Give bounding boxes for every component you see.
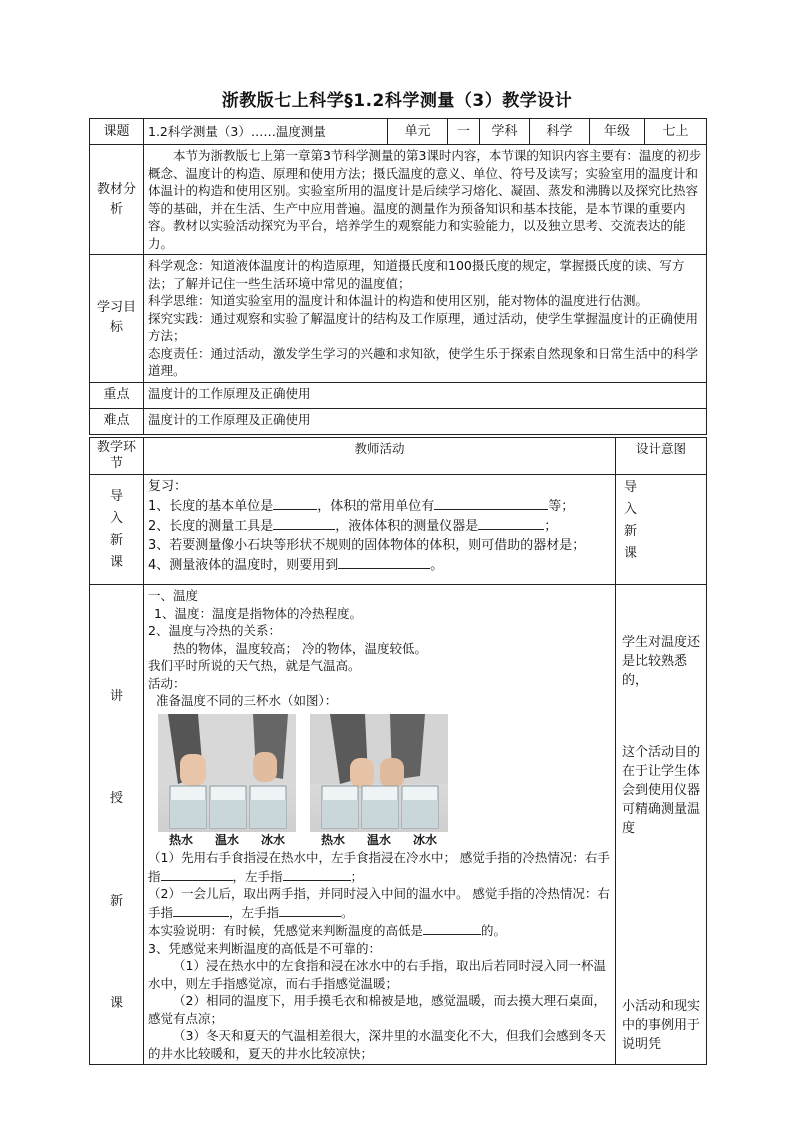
question-4: 4、测量液体的温度时，则要用到 。 [148, 555, 611, 575]
stage-char: 新 [109, 532, 123, 548]
goals-label: 学习目标 [90, 255, 144, 383]
teacher-header: 教师活动 [144, 438, 616, 475]
intent-note-2: 这个活动目的在于让学生体会到使用仪器可精确测量温度 [622, 745, 701, 836]
intro-stage [90, 475, 144, 585]
review-heading: 复习： [148, 479, 188, 494]
lecture-line: （1）浸在热水中的左食指和浸在冰水中的右手指，取出后若同时浸入同一杯温水中，则左手指感觉凉，而右手指感觉温暖； [148, 958, 606, 991]
lecture-line: （2）相同的温度下，用手摸毛衣和棉被是地，感觉温暖，而去摸大理石桌面，感觉有点凉； [148, 993, 606, 1026]
intro-intent [616, 475, 707, 585]
experiment-photos [158, 714, 611, 832]
lecture-line: 2、温度与冷热的关系： [148, 623, 281, 638]
intent-char: 课 [624, 546, 638, 561]
question-3: 3、若要测量像小石块等形状不规则的固体物体的体积，则可借助的器材是； [148, 538, 586, 553]
stage-char: 课 [109, 996, 123, 1011]
process-table [89, 437, 707, 1065]
stage-char: 讲 [109, 688, 123, 704]
goal-line: 探究实践：通过观察和实验了解温度计的结构及工作原理，通过活动，使学生掌握温度计的正确使用方法； [148, 310, 699, 343]
unit-value: 一 [448, 119, 480, 145]
intent-char: 导 [624, 480, 638, 495]
difficulty-text: 温度计的工作原理及正确使用 [144, 408, 707, 434]
stage-char: 入 [109, 510, 123, 526]
stage-char: 授 [109, 791, 123, 806]
lecture-line: 准备温度不同的三杯水（如图）： [156, 693, 338, 708]
goal-line: 态度责任：通过活动，激发学生学习的兴趣和求知欲，使学生乐于探索自然现象和日常生活中的科学道理。 [148, 345, 699, 378]
analysis-text [144, 145, 707, 255]
intent-header: 设计意图 [616, 438, 707, 475]
question-2: 2、长度的测量工具是 ，液体体积的测量仪器是 ； [148, 516, 611, 536]
topic-value: 1.2科学测量（3）……温度测量 [144, 119, 388, 145]
lecture-line: 热的物体，温度较高； 冷的物体，温度较低。 [173, 640, 427, 656]
analysis-paragraph: 本节为浙教版七上第一章第3节科学测量的第3课时内容，本节课的知识内容主要有：温度的初步概念、温度计的构造、原理和使用方法；摄氏温度的意义、单位、符号及读写；实验室用的温度计和体温计的构造和使用区别。实验室所用的温度计是后续学习熔化、凝固、蒸发和沸腾以及探究比热容等的基础，并在生活、生产中应用普遍。温度的测量作为预备知识和基本技能，是本节课的重要内容。教材以实验活动探究为平台，培养学生的观察能力和实验能力，以及独立思考、交流表达的能力。 [148, 148, 702, 251]
lecture-line: 我们平时所说的天气热，就是气温高。 [148, 658, 361, 673]
goal-line: 科学思维：知道实验室用的温度计和体温计的构造和使用区别，能对物体的温度进行估测。 [148, 293, 649, 308]
section-heading: 一、温度 [148, 588, 199, 603]
intent-note-3: 小活动和现实中的事例用于说明凭 [622, 999, 701, 1052]
lecture-intent [616, 585, 707, 1065]
intent-char: 入 [624, 502, 638, 517]
experiment-photo-2 [310, 714, 448, 832]
difficulty-label: 难点 [90, 408, 144, 434]
experiment-note: 本实验说明：有时候，凭感觉来判断温度的高低是 的。 [148, 923, 507, 938]
info-table [89, 118, 707, 435]
goal-line: 科学观念：知道液体温度计的构造原理，知道摄氏度和100摄氏度的规定，掌握摄氏度的读、写方法；了解并记住一些生活环境中常见的温度值； [148, 258, 685, 291]
stage-char: 导 [109, 488, 123, 504]
intent-char: 新 [624, 524, 638, 539]
goals-text [144, 255, 707, 383]
unit-label: 单元 [388, 119, 448, 145]
key-point-text: 温度计的工作原理及正确使用 [144, 382, 707, 408]
step-1: （1）先用右手食指浸在热水中，左手食指浸在冷水中； 感觉手指的冷热情况：右手指 ，左手指 ； [148, 850, 610, 884]
grade-label: 年级 [590, 119, 645, 145]
question-1: 1、长度的基本单位是 ，体积的常用单位有 等； [148, 496, 611, 516]
stage-char: 课 [109, 554, 123, 570]
analysis-label: 教材分析 [90, 145, 144, 255]
key-point-label: 重点 [90, 382, 144, 408]
stage-header: 教学环节 [90, 438, 144, 475]
experiment-photo-1 [158, 714, 296, 832]
intro-content [144, 475, 616, 585]
page-title: 浙教版七上科学§1.2科学测量（3）教学设计 [221, 91, 573, 111]
caption-group-2: 热水 温水 冰水 [320, 832, 437, 847]
lecture-line: 1、温度：温度是指物体的冷热程度。 [154, 605, 362, 621]
step-2: （2）一会儿后，取出两手指，并同时浸入中间的温水中。 感觉手指的冷热情况：右手指 ，左手指 。 [148, 886, 610, 920]
caption-group-1: 热水 温水 冰水 [168, 832, 285, 847]
grade-value: 七上 [645, 119, 707, 145]
topic-label: 课题 [90, 119, 144, 145]
lecture-line: （3）冬天和夏天的气温相差很大，深井里的水温变化不大，但我们会感到冬天的井水比较暖和，夏天的井水比较凉快； [148, 1028, 606, 1061]
lecture-content [144, 585, 616, 1065]
stage-char: 新 [109, 893, 123, 909]
photo-captions [158, 832, 611, 850]
subject-label: 学科 [480, 119, 530, 145]
lecture-line: 活动： [148, 675, 186, 691]
lecture-stage [90, 585, 144, 1065]
subject-value: 科学 [530, 119, 590, 145]
lecture-line: 3、凭感觉来判断温度的高低是不可靠的： [148, 940, 381, 956]
intent-note-1: 学生对温度还是比较熟悉的， [622, 635, 701, 688]
